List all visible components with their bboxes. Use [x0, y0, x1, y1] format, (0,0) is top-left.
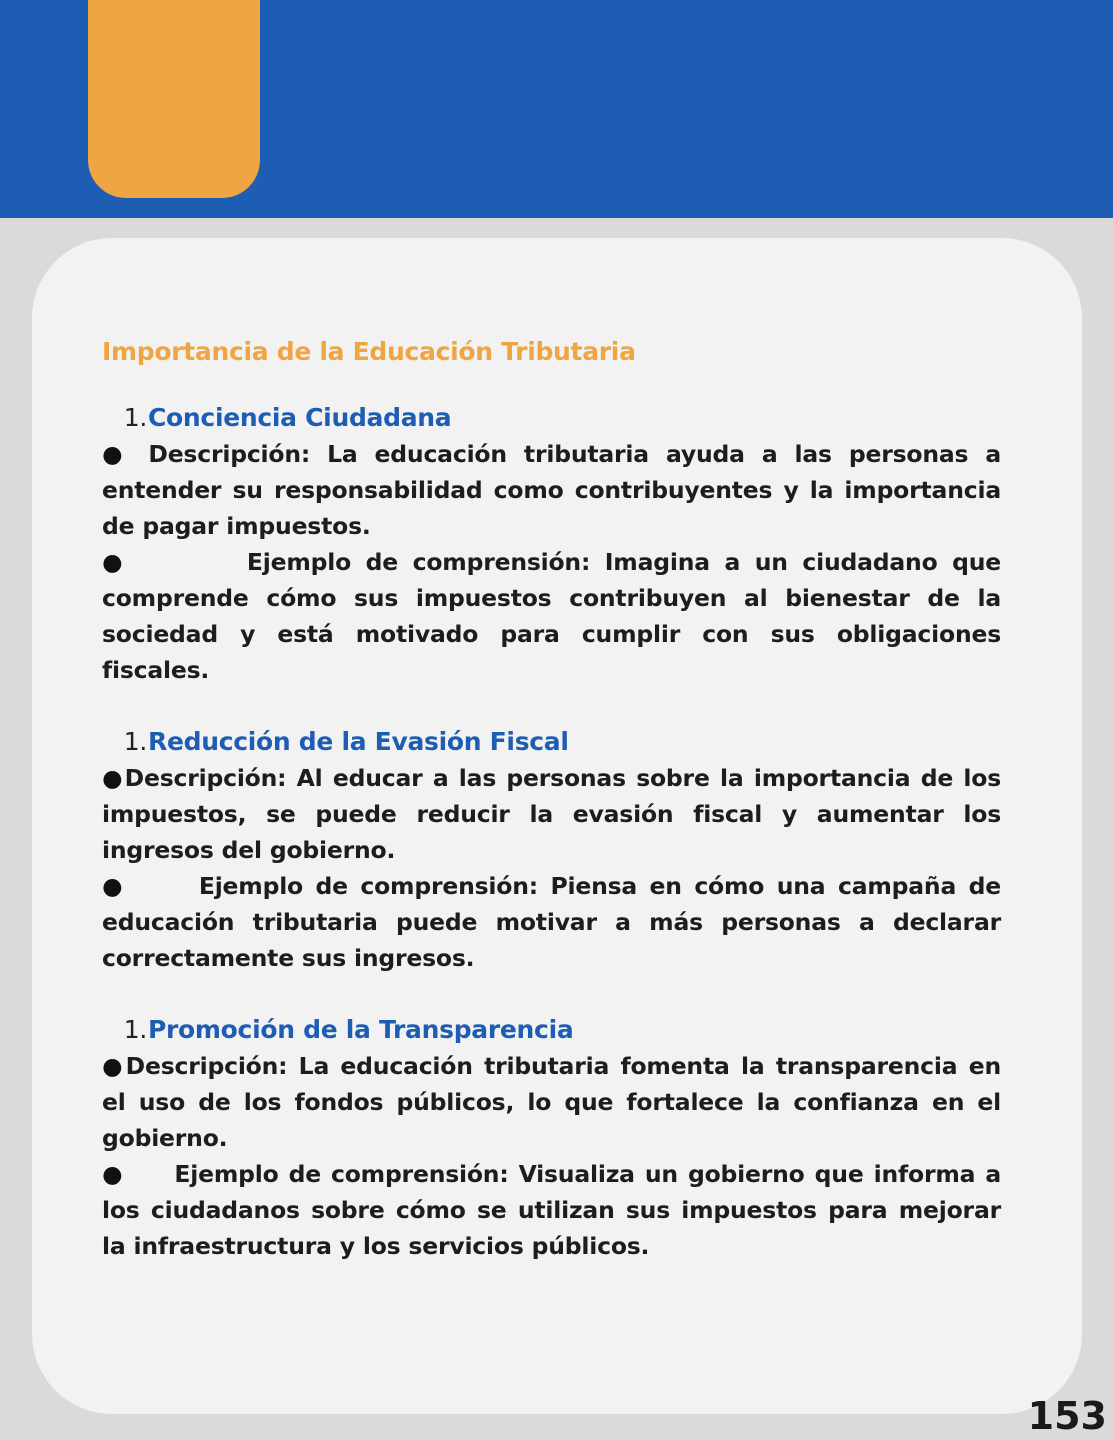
accent-tab [88, 0, 260, 198]
paragraph-text: Ejemplo de comprensión: Imagina a un ciudadano que comprende cómo sus impuestos contribuyen al bienestar de la sociedad y está motivado para cumplir con sus obligaciones fiscales. [102, 548, 1001, 684]
bullet-icon: ● [102, 872, 127, 900]
bullet-icon: ● [102, 764, 125, 792]
section-reduccion-evasion-fiscal [102, 724, 1001, 976]
section-title: Promoción de la Transparencia [148, 1015, 574, 1044]
paragraph-text: Ejemplo de comprensión: Visualiza un gobierno que informa a los ciudadanos sobre cómo se utilizan sus impuestos para mejorar la infraestructura y los servicios públicos. [102, 1160, 1001, 1260]
section-conciencia-ciudadana [102, 400, 1001, 688]
description-paragraph [102, 1048, 1001, 1156]
section-number: 1. [123, 727, 147, 756]
paragraph-text: Descripción: La educación tributaria fomenta la transparencia en el uso de los fondos públicos, lo que fortalece la confianza en el gobierno. [102, 1052, 1001, 1152]
bullet-icon: ● [102, 1160, 125, 1188]
document-title: Importancia de la Educación Tributaria [102, 337, 636, 366]
example-paragraph [102, 868, 1001, 976]
page-number: 153 [1027, 1394, 1107, 1438]
paragraph-text: Descripción: La educación tributaria ayuda a las personas a entender su responsabilidad como contribuyentes y la importancia de pagar impuestos. [102, 440, 1001, 540]
document-body [102, 330, 1001, 1264]
bullet-icon: ● [102, 1052, 126, 1080]
section-heading [102, 724, 1001, 760]
section-title: Conciencia Ciudadana [148, 403, 452, 432]
section-heading [102, 400, 1001, 436]
example-paragraph [102, 1156, 1001, 1264]
example-paragraph [102, 544, 1001, 688]
bullet-icon: ● [102, 548, 129, 576]
section-number: 1. [123, 403, 147, 432]
section-number: 1. [123, 1015, 147, 1044]
section-heading [102, 1012, 1001, 1048]
description-paragraph [102, 436, 1001, 544]
paragraph-text: Descripción: Al educar a las personas sobre la importancia de los impuestos, se puede reducir la evasión fiscal y aumentar los ingresos del gobierno. [102, 764, 1001, 864]
bullet-icon: ● [102, 440, 132, 468]
paragraph-text: Ejemplo de comprensión: Piensa en cómo una campaña de educación tributaria puede motivar a más personas a declarar correctamente sus ingresos. [102, 872, 1001, 972]
description-paragraph [102, 760, 1001, 868]
section-title: Reducción de la Evasión Fiscal [148, 727, 569, 756]
section-promocion-transparencia [102, 1012, 1001, 1264]
